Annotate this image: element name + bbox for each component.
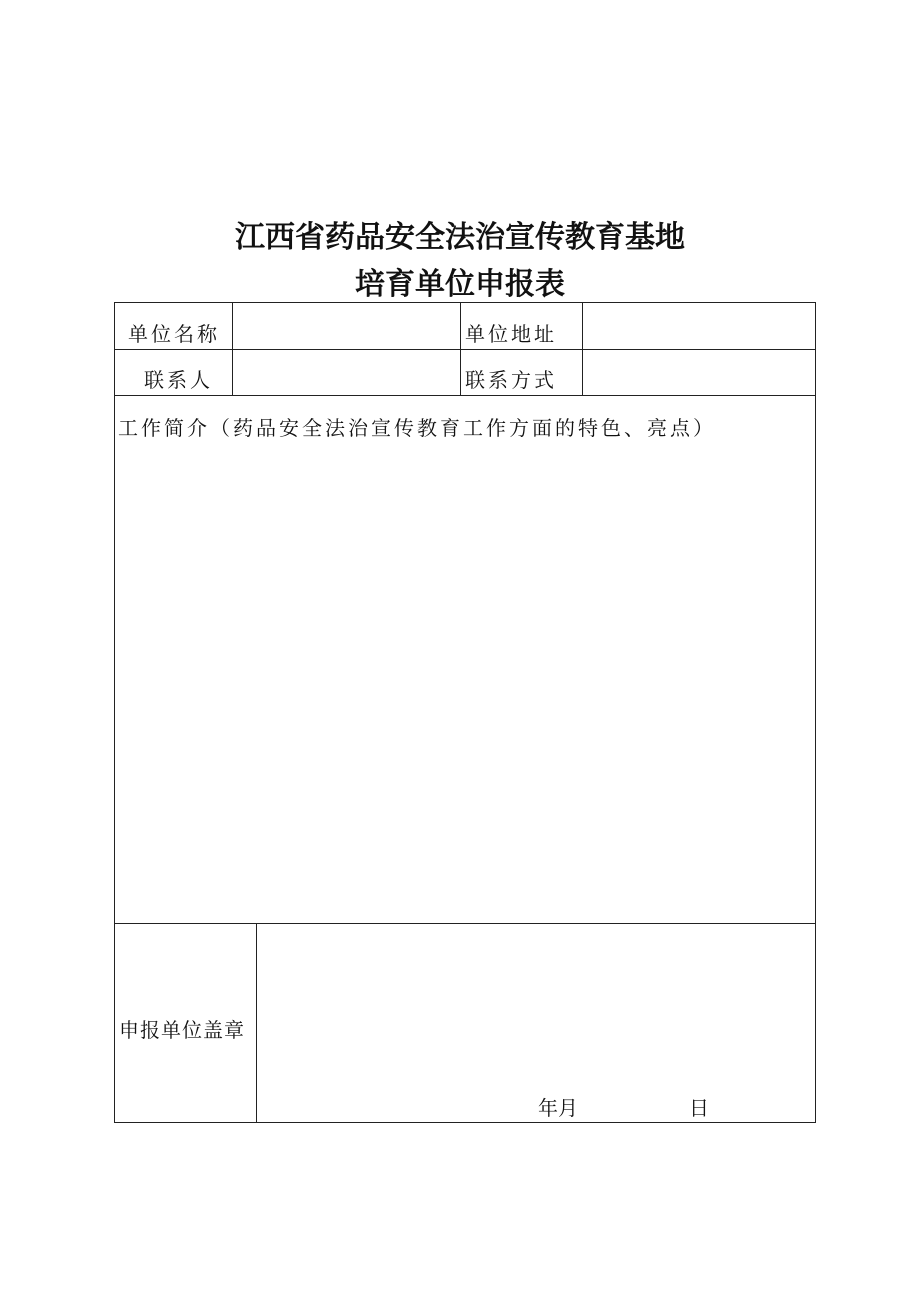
application-form-table [114, 302, 816, 1123]
unit-name-label: 单位名称 [128, 322, 220, 346]
work-intro-label: 工作简介（药品安全法治宣传教育工作方面的特色、亮点） [118, 416, 716, 440]
column-divider [232, 303, 233, 395]
contact-person-label: 联系人 [144, 368, 213, 392]
unit-address-label: 单位地址 [465, 322, 557, 346]
column-divider [582, 303, 583, 395]
form-title-line2: 培育单位申报表 [355, 267, 565, 302]
contact-method-label: 联系方式 [465, 368, 557, 392]
column-divider [256, 923, 257, 1122]
row-divider [115, 349, 815, 350]
column-divider [460, 303, 461, 395]
seal-label: 申报单位盖章 [119, 1018, 245, 1042]
date-year-month: 年月 [538, 1096, 578, 1120]
date-day: 日 [689, 1096, 709, 1120]
row-divider [115, 923, 815, 924]
row-divider [115, 395, 815, 396]
form-title-line1: 江西省药品安全法治宣传教育基地 [235, 220, 685, 255]
